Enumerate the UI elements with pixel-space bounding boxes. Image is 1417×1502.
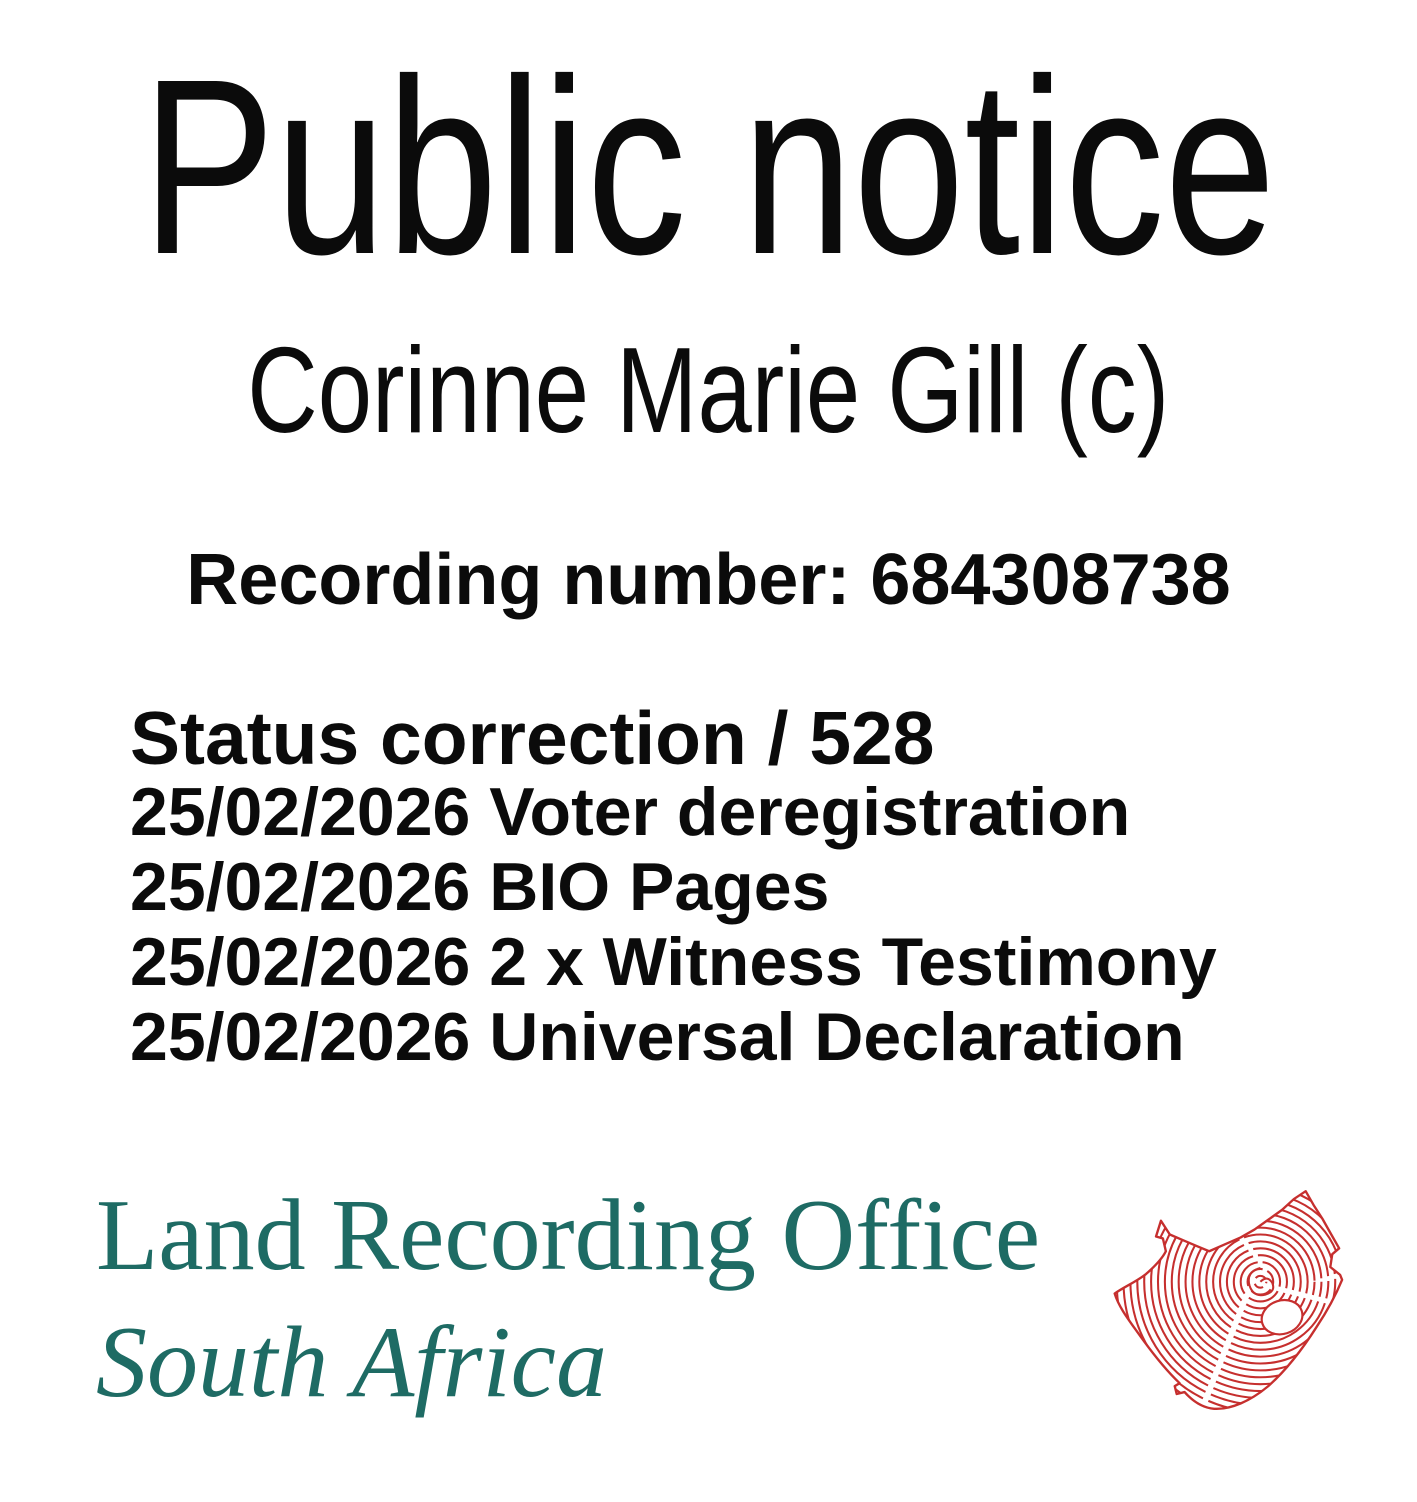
recording-number-label: Recording number: [186,540,851,620]
entry-description: 2 x Witness Testimony [489,924,1217,1000]
page-title [0,27,1417,306]
entry-date: 25/02/2026 [130,849,471,925]
entry-date: 25/02/2026 [130,774,471,850]
status-line: Status correction / 528 [130,696,935,780]
notice-entry [130,775,1217,850]
entry-date: 25/02/2026 [130,924,471,1000]
recording-number-line [0,540,1417,620]
fingerprint-ridge [1124,1183,1349,1415]
fingerprint-ridge [1199,1221,1321,1343]
notice-entry [130,850,1217,925]
entry-description: Voter deregistration [489,774,1131,850]
notice-entry [130,1000,1217,1075]
notice-entries [130,775,1217,1075]
fingerprint-ridge [1254,1276,1266,1288]
recording-number-value: 684308738 [870,540,1231,620]
page-title-text: Public notice [141,27,1276,306]
entry-date: 25/02/2026 [130,999,471,1075]
entry-description: BIO Pages [489,849,830,925]
subject-name-text: Corinne Marie Gill (c) [247,322,1170,458]
org-country: South Africa [96,1306,607,1419]
fingerprint-ridge [1158,1183,1349,1384]
subject-name [0,322,1417,458]
org-name: Land Recording Office [96,1179,1041,1292]
notice-entry [130,925,1217,1000]
south-africa-fingerprint-map-icon [1093,1183,1349,1415]
entry-description: Universal Declaration [489,999,1185,1075]
